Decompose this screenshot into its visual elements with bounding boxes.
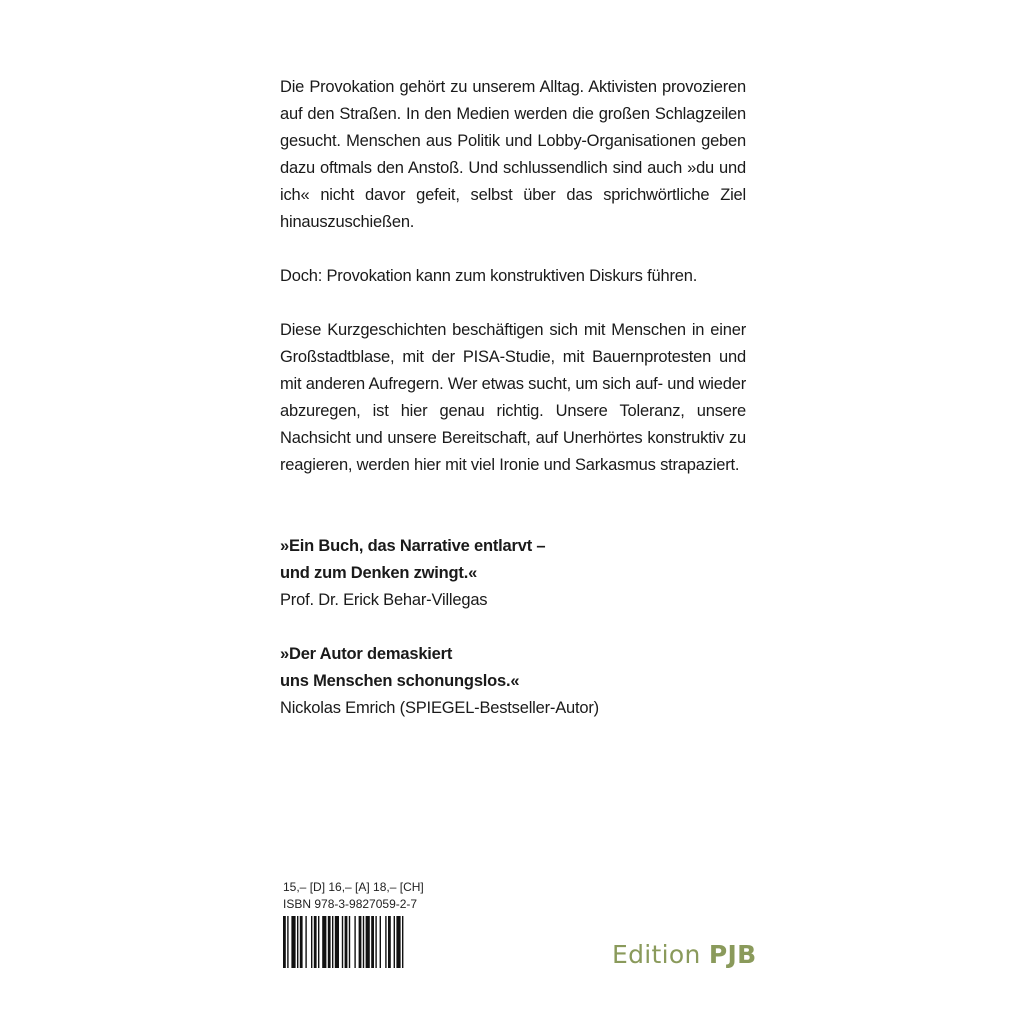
blurb-paragraph-3: Diese Kurzgeschichten beschäftigen sich mit Menschen in einer Großstadtblase, mit der PISA-Studie, mit Bauernprotesten und mit anderen Aufregern. Wer etwas sucht, um sich auf- und wieder abzuregen, ist hier genau richtig. Unsere Toleranz, unsere Nachsicht und unsere Bereitschaft, auf Unerhörtes konstruktiv zu reagieren, werden hier mit viel Ironie und Sarkasmus strapaziert. (280, 321, 746, 474)
review-quote-1 (280, 533, 746, 614)
review-quote-2 (280, 641, 746, 722)
quote-line-1: »Der Autor demaskiert (280, 645, 453, 663)
price-info (283, 879, 424, 913)
blurb-paragraph-1: Die Provokation gehört zu unserem Alltag. Aktivisten provozieren auf den Straßen. In den Medien werden die großen Schlagzeilen gesucht. Menschen aus Politik und Lobby-Organisationen geben dazu oftmals den Anstoß. Und schlussendlich sind auch »du und ich« nicht davor gefeit, selbst über das sprichwörtliche Ziel hinauszuschießen. (280, 78, 746, 231)
publisher-name: PJB (708, 940, 757, 969)
price-line: 15,– [D] 16,– [A] 18,– [CH] (283, 880, 424, 894)
quote-line-2: und zum Denken zwingt.« (280, 564, 478, 582)
blurb-paragraph-2: Doch: Provokation kann zum konstruktiven Diskurs führen. (280, 267, 698, 285)
review-quotes (280, 533, 746, 749)
isbn-line: ISBN 978-3-9827059-2-7 (283, 897, 418, 911)
quote-line-2: uns Menschen schonungslos.« (280, 672, 520, 690)
quote-author: Nickolas Emrich (SPIEGEL-Bestseller-Autor) (280, 699, 599, 717)
blurb-text (280, 74, 746, 506)
quote-author: Prof. Dr. Erick Behar-Villegas (280, 591, 488, 609)
publisher-prefix: Edition (612, 940, 709, 969)
publisher-logo (612, 940, 756, 969)
quote-line-1: »Ein Buch, das Narrative entlarvt – (280, 537, 546, 555)
barcode-icon (283, 916, 441, 968)
